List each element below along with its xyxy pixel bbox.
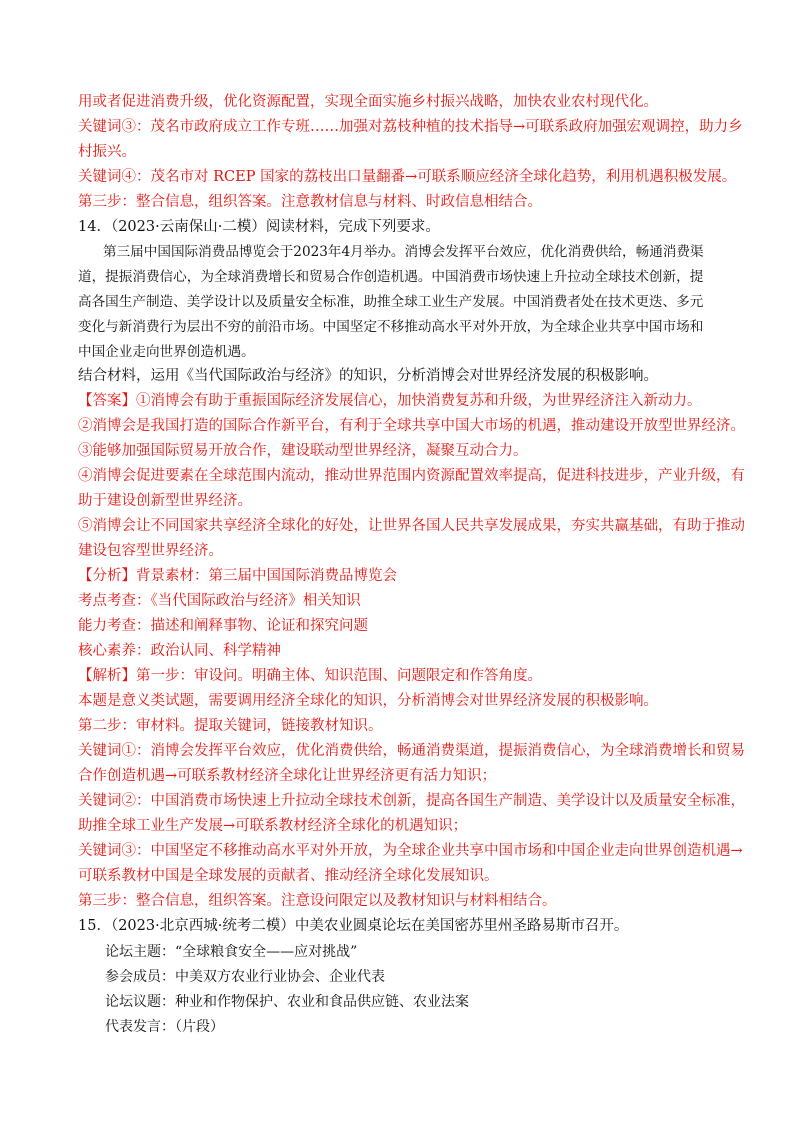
text-line: 用或者促进消费升级，优化资源配置，实现全面实施乡村振兴战略，加快农业农村现代化。 [78,94,658,110]
text-line: 关键词④：茂名市对 RCEP 国家的荔枝出口量翻番→可联系顺应经济全球化趋势，利用机遇积极发展。 [78,169,737,185]
material-line: 第三届中国国际消费品博览会于2023年4月举办。消博会发挥平台效应，优化消费供给，畅通消费渠 [103,244,704,260]
forum-topics: 论坛议题：种业和作物保护、农业和食品供应链、农业法案 [105,994,469,1010]
explanation-line: 关键词②：中国消费市场快速上升拉动全球技术创新，提高各国生产制造、美学设计以及质量安全标准， [78,793,745,809]
explanation-line: 助推全球工业生产发展→可联系教材经济全球化的机遇知识； [78,818,468,834]
answer-line: ⑤消博会让不同国家共享经济全球化的好处，让世界各国人民共享发展成果，夯实共赢基础，有助于推动 [78,518,745,534]
answer-line: 【答案】①消博会有助于重振国际经济发展信心，加快消费复苏和升级，为世界经济注入新动力。 [78,393,702,409]
answer-line: 建设包容型世界经济。 [78,543,223,559]
material-line: 高各国生产制造、美学设计以及质量安全标准，助推全球工业生产发展。中国消费者处在技术更迭、多元 [78,294,704,310]
explanation-line: 可联系教材中国是全球发展的贡献者、推动经济全球化发展知识。 [78,868,499,884]
explanation-line: 【解析】第一步：审设问。明确主体、知识范围、问题限定和作答角度。 [78,668,542,684]
forum-members: 参会成员：中美双方农业行业协会、企业代表 [105,969,385,985]
explanation-line: 关键词①：消博会发挥平台效应，优化消费供给，畅通消费渠道，提振消费信心，为全球消费增长和贸易 [78,743,745,759]
question-14-heading: 14．（2023·云南保山·二模）阅读材料，完成下列要求。 [78,219,440,235]
explanation-line: 合作创造机遇→可联系教材经济全球化让世界经济更有活力知识； [78,768,497,784]
analysis-line: 能力考查：描述和阐释事物、论证和探究问题 [78,618,368,634]
explanation-line: 本题是意义类试题，需要调用经济全球化的知识，分析消博会对世界经济发展的积极影响。 [78,693,658,709]
analysis-line: 【分析】背景素材：第三届中国国际消费品博览会 [78,568,397,584]
text-line: 村振兴。 [78,144,136,160]
material-line: 变化与新消费行为层出不穷的前沿市场。中国坚定不移推动高水平对外开放，为全球企业共享中国市场和 [78,319,704,335]
forum-theme: 论坛主题：“全球粮食安全——应对挑战” [105,944,358,960]
answer-line: ④消博会促进要素在全球范围内流动，推动世界范围内资源配置效率提高，促进科技进步，产业升级，有 [78,468,745,484]
explanation-line: 第三步：整合信息，组织答案。注意设问限定以及教材知识与材料相结合。 [78,893,557,909]
text-line: 第三步：整合信息，组织答案。注意教材信息与材料、时政信息相结合。 [78,194,542,210]
answer-line: ②消博会是我国打造的国际合作新平台，有利于全球共享中国大市场的机遇，推动建设开放型世界经济。 [78,418,745,434]
question-15-heading: 15．（2023·北京西城·统考二模）中美农业圆桌论坛在美国密苏里州圣路易斯市召开。 [78,918,629,934]
text-line: 关键词③：茂名市政府成立工作专班……加强对荔枝种植的技术指导→可联系政府加强宏观调控，助力乡 [78,119,743,135]
material-line: 道，提振消费信心，为全球消费增长和贸易合作创造机遇。中国消费市场快速上升拉动全球技术创新，提 [78,269,704,285]
material-line: 中国企业走向世界创造机遇。 [78,344,255,360]
explanation-line: 关键词③：中国坚定不移推动高水平对外开放，为全球企业共享中国市场和中国企业走向世界创造机遇→ [78,843,743,859]
analysis-line: 考点考查：《当代国际政治与经济》相关知识 [78,593,361,609]
answer-line: ③能够加强国际贸易开放合作，建设联动型世界经济，凝聚互动合力。 [78,443,528,459]
explanation-line: 第二步：审材料。提取关键词，链接教材知识。 [78,718,383,734]
analysis-line: 核心素养：政治认同、科学精神 [78,643,281,659]
question-prompt: 结合材料，运用《当代国际政治与经济》的知识，分析消博会对世界经济发展的积极影响。 [78,368,658,384]
forum-speech: 代表发言：（片段） [105,1019,224,1035]
answer-line: 助于建设创新型世界经济。 [78,493,252,509]
